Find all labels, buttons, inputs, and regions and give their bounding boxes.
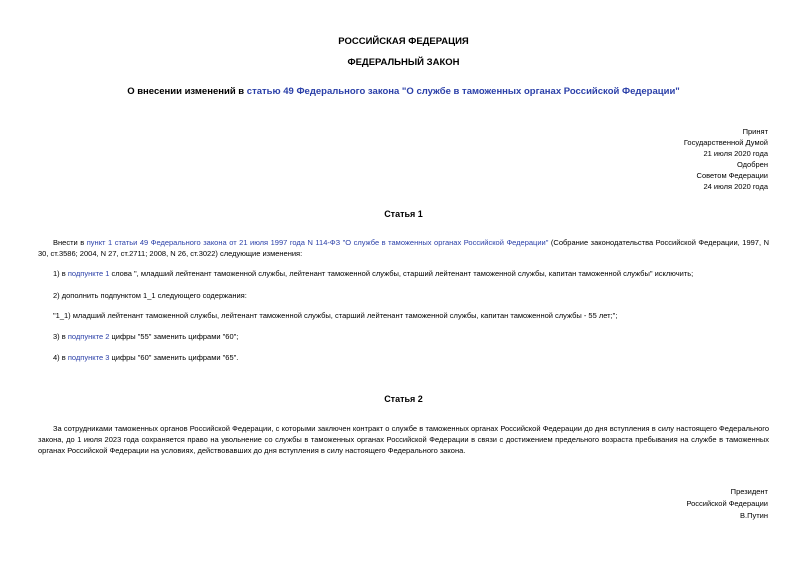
item-suffix: слова ", младший лейтенант таможенной службы, лейтенант таможенной службы, старший лейтенант таможенной службы, капитан таможенной службы" исключить; bbox=[109, 269, 694, 278]
item-prefix: 3) в bbox=[53, 332, 68, 341]
item-prefix: 1) в bbox=[53, 269, 68, 278]
law-title-prefix: О внесении изменений в bbox=[127, 86, 247, 97]
intro-prefix: Внести в bbox=[53, 238, 87, 247]
item-4-link[interactable]: подпункте 3 bbox=[67, 353, 110, 362]
item-prefix: 4) в bbox=[53, 353, 68, 362]
amendment-item-3 bbox=[38, 331, 769, 342]
article-1-heading: Статья 1 bbox=[384, 209, 423, 219]
signature-block bbox=[686, 486, 768, 522]
approval-line: Советом Федерации bbox=[696, 171, 768, 180]
adoption-line: Государственной Думой bbox=[683, 138, 768, 147]
law-title-link[interactable]: статью 49 Федерального закона "О службе в таможенных органах Российской Федерации" bbox=[246, 86, 680, 97]
item-suffix: цифры "60" заменить цифрами "65". bbox=[109, 353, 239, 362]
document-type-heading: ФЕДЕРАЛЬНЫЙ ЗАКОН bbox=[347, 57, 460, 68]
law-title bbox=[0, 86, 807, 97]
approval-date: 24 июля 2020 года bbox=[703, 182, 768, 191]
article-1-intro bbox=[38, 237, 769, 259]
amendment-item-4 bbox=[38, 352, 769, 363]
signature-country: Российской Федерации bbox=[686, 499, 768, 508]
signature-title: Президент bbox=[730, 487, 768, 496]
signature-name: В.Путин bbox=[740, 511, 768, 520]
approval-line: Одобрен bbox=[737, 160, 768, 169]
adoption-line: Принят bbox=[742, 127, 768, 136]
adoption-block bbox=[684, 126, 768, 192]
item-3-link[interactable]: подпункте 2 bbox=[67, 332, 110, 341]
amendment-item-2: 2) дополнить подпунктом 1_1 следующего содержания: bbox=[53, 291, 247, 300]
item-suffix: цифры "55" заменить цифрами "60"; bbox=[109, 332, 239, 341]
article-2-text: За сотрудниками таможенных органов Российской Федерации, с которыми заключен контракт о службе в таможенных органах Российской Федерации до дня вступления в силу настоящего Федерального закона, до 1 июля 2023 года сохраняется право на увольнение со службы в таможенных органах Российской Федерации в связи с достижением предельного возраста пребывания на службе в таможенных органах Российской Федерации на условиях, действовавших до дня вступления в силу настоящего Федерального закона. bbox=[38, 424, 769, 455]
intro-suffix: (Собрание законодательства Российской Федерации, 1997, N 30, ст.3586; 2004, N 27, ст.2711; 2008, N 26, ст.3022) следующие изменения: bbox=[38, 238, 769, 258]
adoption-date: 21 июля 2020 года bbox=[703, 149, 768, 158]
amendment-item-2-quote: "1_1) младший лейтенант таможенной службы, лейтенант таможенной службы, старший лейтенант таможенной службы, капитан таможенной службы - 55 лет;"; bbox=[53, 311, 618, 320]
country-heading: РОССИЙСКАЯ ФЕДЕРАЦИЯ bbox=[338, 36, 469, 47]
intro-link[interactable]: пункт 1 статьи 49 Федерального закона от 21 июля 1997 года N 114-ФЗ "О службе в таможенных органах Российской Федерации" bbox=[86, 238, 549, 247]
amendment-item-1 bbox=[38, 268, 769, 279]
article-2-heading: Статья 2 bbox=[384, 394, 423, 404]
item-1-link[interactable]: подпункте 1 bbox=[67, 269, 110, 278]
